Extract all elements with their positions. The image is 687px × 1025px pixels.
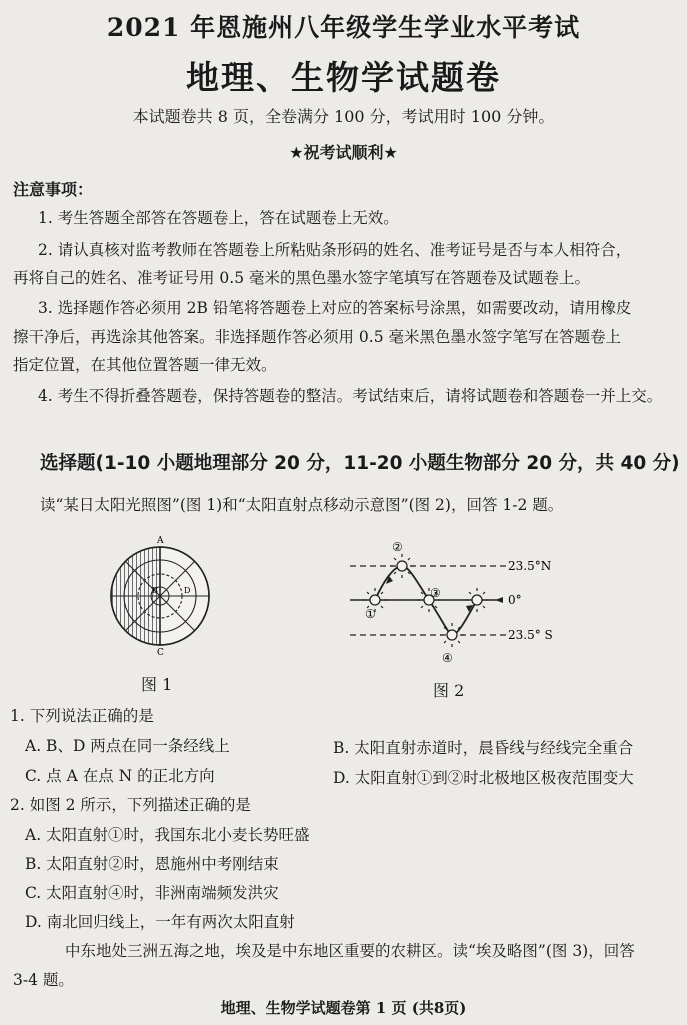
question-1-stem: 1. 下列说法正确的是 bbox=[10, 707, 154, 725]
fig2-point-4: ④ bbox=[442, 651, 453, 665]
exam-info: 本试题卷共 8 页，全卷满分 100 分，考试用时 100 分钟。 bbox=[132, 107, 555, 126]
notice-item-1: 1. 考生答题全部答在答题卷上，答在试题卷上无效。 bbox=[38, 209, 399, 227]
page-footer: 地理、生物学试题卷第 1 页 (共8页) bbox=[220, 999, 467, 1017]
fig2-point-3: ③ bbox=[430, 586, 441, 600]
notice-item-3-line-3: 指定位置，在其他位置答题一律无效。 bbox=[13, 356, 277, 374]
fig2-label-north: 23.5°N bbox=[508, 559, 552, 573]
exam-title: 2021 年恩施州八年级学生学业水平考试 bbox=[106, 13, 581, 42]
question-2-option-c: C. 太阳直射④时，非洲南端频发洪灾 bbox=[25, 884, 279, 902]
exam-wish: ★祝考试顺利★ bbox=[289, 143, 398, 162]
fig1-label-d: D bbox=[184, 586, 191, 595]
fig2-point-1: ① bbox=[365, 607, 376, 621]
question-2-stem: 2. 如图 2 所示，下列描述正确的是 bbox=[10, 796, 251, 814]
section-title: 选择题(1-10 小题地理部分 20 分，11-20 小题生物部分 20 分，共 40 分) bbox=[40, 453, 680, 474]
fig2-point-2: ② bbox=[392, 540, 403, 554]
figure-2-caption: 图 2 bbox=[433, 681, 465, 700]
notice-heading: 注意事项： bbox=[13, 180, 94, 199]
notice-item-2-line-1: 2. 请认真核对监考教师在答题卷上所粘贴条形码的姓名、准考证号是否与本人相符合， bbox=[38, 241, 632, 259]
question-1-option-c: C. 点 A 在点 N 的正北方向 bbox=[25, 767, 215, 785]
question-1-option-d: D. 太阳直射①到②时北极地区极夜范围变大 bbox=[333, 769, 634, 787]
question-1-option-a: A. B、D 两点在同一条经线上 bbox=[25, 737, 230, 755]
question-2-option-d: D. 南北回归线上，一年有两次太阳直射 bbox=[25, 913, 295, 931]
passage-line-2: 3-4 题。 bbox=[13, 971, 74, 989]
fig1-label-a: A bbox=[157, 536, 164, 546]
fig2-label-equator: 0° bbox=[508, 593, 522, 607]
figure-1-caption: 图 1 bbox=[141, 675, 173, 694]
fig2-label-south: 23.5° S bbox=[508, 628, 553, 642]
question-1-option-b: B. 太阳直射赤道时，晨昏线与经线完全重合 bbox=[333, 739, 634, 757]
question-2-option-b: B. 太阳直射②时，恩施州中考刚结束 bbox=[25, 855, 279, 873]
fig1-label-c: C bbox=[157, 648, 164, 658]
notice-item-2-line-2: 再将自己的姓名、准考证号用 0.5 毫米的黑色墨水签字笔填写在答题卷及试题卷上。 bbox=[13, 269, 591, 287]
notice-item-4: 4. 考生不得折叠答题卷，保持答题卷的整洁。考试结束后，请将试题卷和答题卷一并上交。 bbox=[38, 387, 663, 405]
exam-subtitle: 地理、生物学试题卷 bbox=[186, 58, 501, 97]
figure-2-subsolar-movement bbox=[345, 538, 565, 670]
question-2-option-a: A. 太阳直射①时，我国东北小麦长势旺盛 bbox=[25, 826, 310, 844]
notice-item-3-line-2: 擦干净后，再选涂其他答案。非选择题作答必须用 0.5 毫米黑色墨水签字笔写在答题卷上 bbox=[13, 328, 622, 346]
passage-line-1: 中东地处三洲五海之地，埃及是中东地区重要的农耕区。读“埃及略图”(图 3)，回答 bbox=[65, 942, 635, 960]
section-instruction: 读“某日太阳光照图”(图 1)和“太阳直射点移动示意图”(图 2)，回答 1-2 题。 bbox=[40, 496, 564, 514]
figure-1-sunlight-diagram bbox=[108, 530, 214, 666]
notice-item-3-line-1: 3. 选择题作答必须用 2B 铅笔将答题卷上对应的答案标号涂黑，如需要改动，请用橡皮 bbox=[38, 299, 632, 317]
fig1-label-b: B bbox=[152, 586, 158, 595]
